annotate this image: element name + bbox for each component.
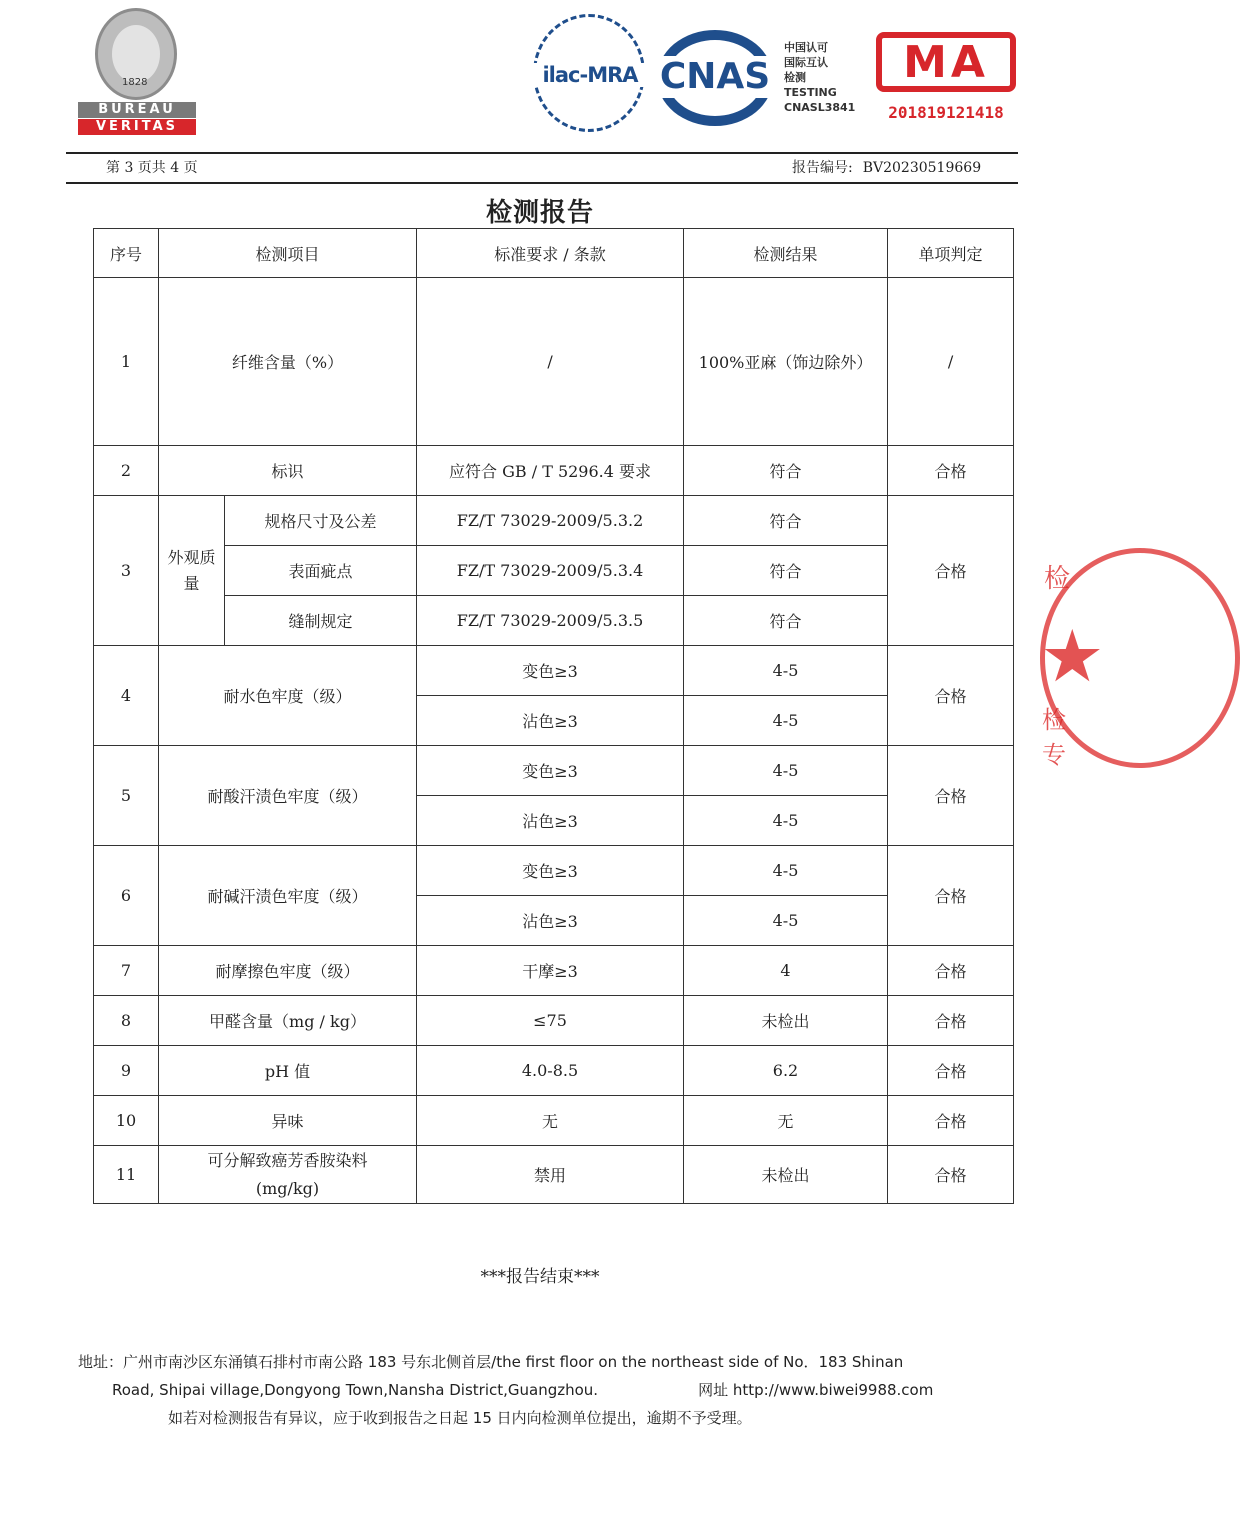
stamp-text-top: 检 — [1044, 564, 1071, 594]
bureau-veritas-logo — [78, 8, 196, 136]
row-result: 无 — [684, 1096, 888, 1146]
row-standard: 变色≥3 — [417, 846, 684, 896]
row-no: 4 — [94, 646, 159, 746]
row-item — [159, 1146, 417, 1204]
row-verdict: 合格 — [888, 996, 1014, 1046]
row-result: 4-5 — [684, 646, 888, 696]
report-end-marker: ***报告结束*** — [480, 1267, 600, 1287]
red-stamp-fragment — [1040, 548, 1105, 769]
report-number-label: 报告编号: — [792, 160, 853, 176]
ilac-mra-text: ilac-MRA — [530, 63, 650, 87]
row-verdict: 合格 — [888, 1096, 1014, 1146]
row-no: 2 — [94, 446, 159, 496]
table-row — [94, 846, 1014, 896]
table-row — [94, 1146, 1014, 1204]
row-standard: 沾色≥3 — [417, 696, 684, 746]
row-no: 9 — [94, 1046, 159, 1096]
table-row — [94, 546, 1014, 596]
footer-address-line-2 — [78, 1376, 998, 1404]
cma-text: MA — [876, 32, 1016, 92]
row-result: 未检出 — [684, 1146, 888, 1204]
table-row — [94, 1046, 1014, 1096]
footer-address-line-1: 地址：广州市南沙区东涌镇石排村市南公路 183 号东北侧首层/the first floor on the northeast side of No．183 Shinan — [78, 1353, 904, 1371]
row-standard: 干摩≥3 — [417, 946, 684, 996]
row-result: 4-5 — [684, 896, 888, 946]
table-row — [94, 278, 1014, 446]
row-standard: / — [417, 278, 684, 446]
row-result: 未检出 — [684, 996, 888, 1046]
row-result: 符合 — [684, 446, 888, 496]
row-group: 外观质量 — [159, 496, 225, 646]
report-number-value: BV20230519669 — [862, 160, 982, 176]
row-verdict: 合格 — [888, 1146, 1014, 1204]
row-no: 6 — [94, 846, 159, 946]
table-row — [94, 946, 1014, 996]
row-no: 11 — [94, 1146, 159, 1204]
row-no: 7 — [94, 946, 159, 996]
cnas-side-line: 国际互认 — [784, 56, 828, 69]
row-verdict: 合格 — [888, 746, 1014, 846]
row-subitem: 表面疵点 — [225, 546, 417, 596]
table-row — [94, 646, 1014, 696]
row-result: 4-5 — [684, 746, 888, 796]
cma-logo — [876, 32, 1016, 92]
page-indicator: 第 3 页共 4 页 — [106, 160, 198, 176]
row-result: 4-5 — [684, 846, 888, 896]
cma-number: 201819121418 — [888, 103, 1004, 122]
row-no: 1 — [94, 278, 159, 446]
footer-address-line-2-text: Road, Shipai village,Dongyong Town,Nansha District,Guangzhou. — [112, 1381, 599, 1399]
table-header-row — [94, 229, 1014, 278]
row-standard: FZ/T 73029-2009/5.3.5 — [417, 596, 684, 646]
row-item-line: (mg/kg) — [255, 1178, 320, 1198]
table-row — [94, 746, 1014, 796]
row-no: 10 — [94, 1096, 159, 1146]
row-result: 4-5 — [684, 796, 888, 846]
row-item: 标识 — [159, 446, 417, 496]
header-result: 检测结果 — [684, 229, 888, 278]
row-standard: 沾色≥3 — [417, 796, 684, 846]
row-verdict: 合格 — [888, 446, 1014, 496]
row-standard: 禁用 — [417, 1146, 684, 1204]
cnas-text: CNAS — [653, 56, 777, 98]
row-verdict: / — [888, 278, 1014, 446]
results-table — [93, 228, 1014, 1204]
row-result: 4 — [684, 946, 888, 996]
header-rule-top — [66, 152, 1018, 154]
bv-word-top: BUREAU — [78, 102, 196, 118]
report-number — [792, 157, 981, 177]
row-no: 5 — [94, 746, 159, 846]
row-verdict: 合格 — [888, 946, 1014, 996]
stamp-star-icon: ★ — [1040, 614, 1105, 698]
row-item: 耐酸汗渍色牢度（级） — [159, 746, 417, 846]
footer — [78, 1348, 998, 1432]
row-standard: 4.0-8.5 — [417, 1046, 684, 1096]
table-row — [94, 996, 1014, 1046]
header-item: 检测项目 — [159, 229, 417, 278]
row-item: 异味 — [159, 1096, 417, 1146]
cnas-side-line: TESTING — [784, 86, 837, 99]
row-verdict: 合格 — [888, 496, 1014, 646]
row-item: 耐摩擦色牢度（级） — [159, 946, 417, 996]
row-result: 符合 — [684, 496, 888, 546]
row-item: pH 值 — [159, 1046, 417, 1096]
header-standard: 标准要求 / 条款 — [417, 229, 684, 278]
cnas-side-text — [784, 40, 864, 115]
row-verdict: 合格 — [888, 1046, 1014, 1096]
row-subitem: 规格尺寸及公差 — [225, 496, 417, 546]
cnas-side-line: CNASL3841 — [784, 101, 856, 114]
document-title: 检测报告 — [485, 198, 594, 228]
row-item: 耐水色牢度（级） — [159, 646, 417, 746]
stamp-text-bottom: 检专 — [1042, 706, 1066, 769]
bv-seal-figure — [112, 25, 160, 83]
table-row — [94, 596, 1014, 646]
header-verdict: 单项判定 — [888, 229, 1014, 278]
row-item: 耐碱汗渍色牢度（级） — [159, 846, 417, 946]
row-result: 符合 — [684, 546, 888, 596]
footer-website: 网址 http://www.biwei9988.com — [698, 1381, 934, 1399]
row-result: 4-5 — [684, 696, 888, 746]
footer-notice: 如若对检测报告有异议，应于收到报告之日起 15 日内向检测单位提出，逾期不予受理。 — [168, 1409, 752, 1427]
cnas-side-line: 中国认可 — [784, 41, 828, 54]
table-row — [94, 446, 1014, 496]
bv-word-bottom: VERITAS — [78, 119, 196, 135]
row-item-line: 可分解致癌芳香胺染料 — [207, 1150, 368, 1170]
row-verdict: 合格 — [888, 846, 1014, 946]
header-no: 序号 — [94, 229, 159, 278]
row-standard: 变色≥3 — [417, 746, 684, 796]
row-standard: 变色≥3 — [417, 646, 684, 696]
row-item: 纤维含量（%） — [159, 278, 417, 446]
row-standard: FZ/T 73029-2009/5.3.2 — [417, 496, 684, 546]
table-row — [94, 496, 1014, 546]
row-verdict: 合格 — [888, 646, 1014, 746]
ilac-mra-logo — [533, 14, 645, 132]
table-row — [94, 1096, 1014, 1146]
row-subitem: 缝制规定 — [225, 596, 417, 646]
cnas-side-line: 检测 — [784, 71, 806, 84]
row-no: 8 — [94, 996, 159, 1046]
cnas-logo — [657, 30, 777, 126]
row-result: 6.2 — [684, 1046, 888, 1096]
row-no: 3 — [94, 496, 159, 646]
row-result: 符合 — [684, 596, 888, 646]
row-standard: ≤75 — [417, 996, 684, 1046]
row-standard: FZ/T 73029-2009/5.3.4 — [417, 546, 684, 596]
header-rule-bottom — [66, 182, 1018, 184]
row-result: 100%亚麻（饰边除外） — [684, 278, 888, 446]
bv-seal-icon — [95, 8, 177, 100]
row-standard: 应符合 GB / T 5296.4 要求 — [417, 446, 684, 496]
row-standard: 沾色≥3 — [417, 896, 684, 946]
bv-year: 1828 — [122, 77, 148, 88]
row-standard: 无 — [417, 1096, 684, 1146]
row-item: 甲醛含量（mg / kg） — [159, 996, 417, 1046]
